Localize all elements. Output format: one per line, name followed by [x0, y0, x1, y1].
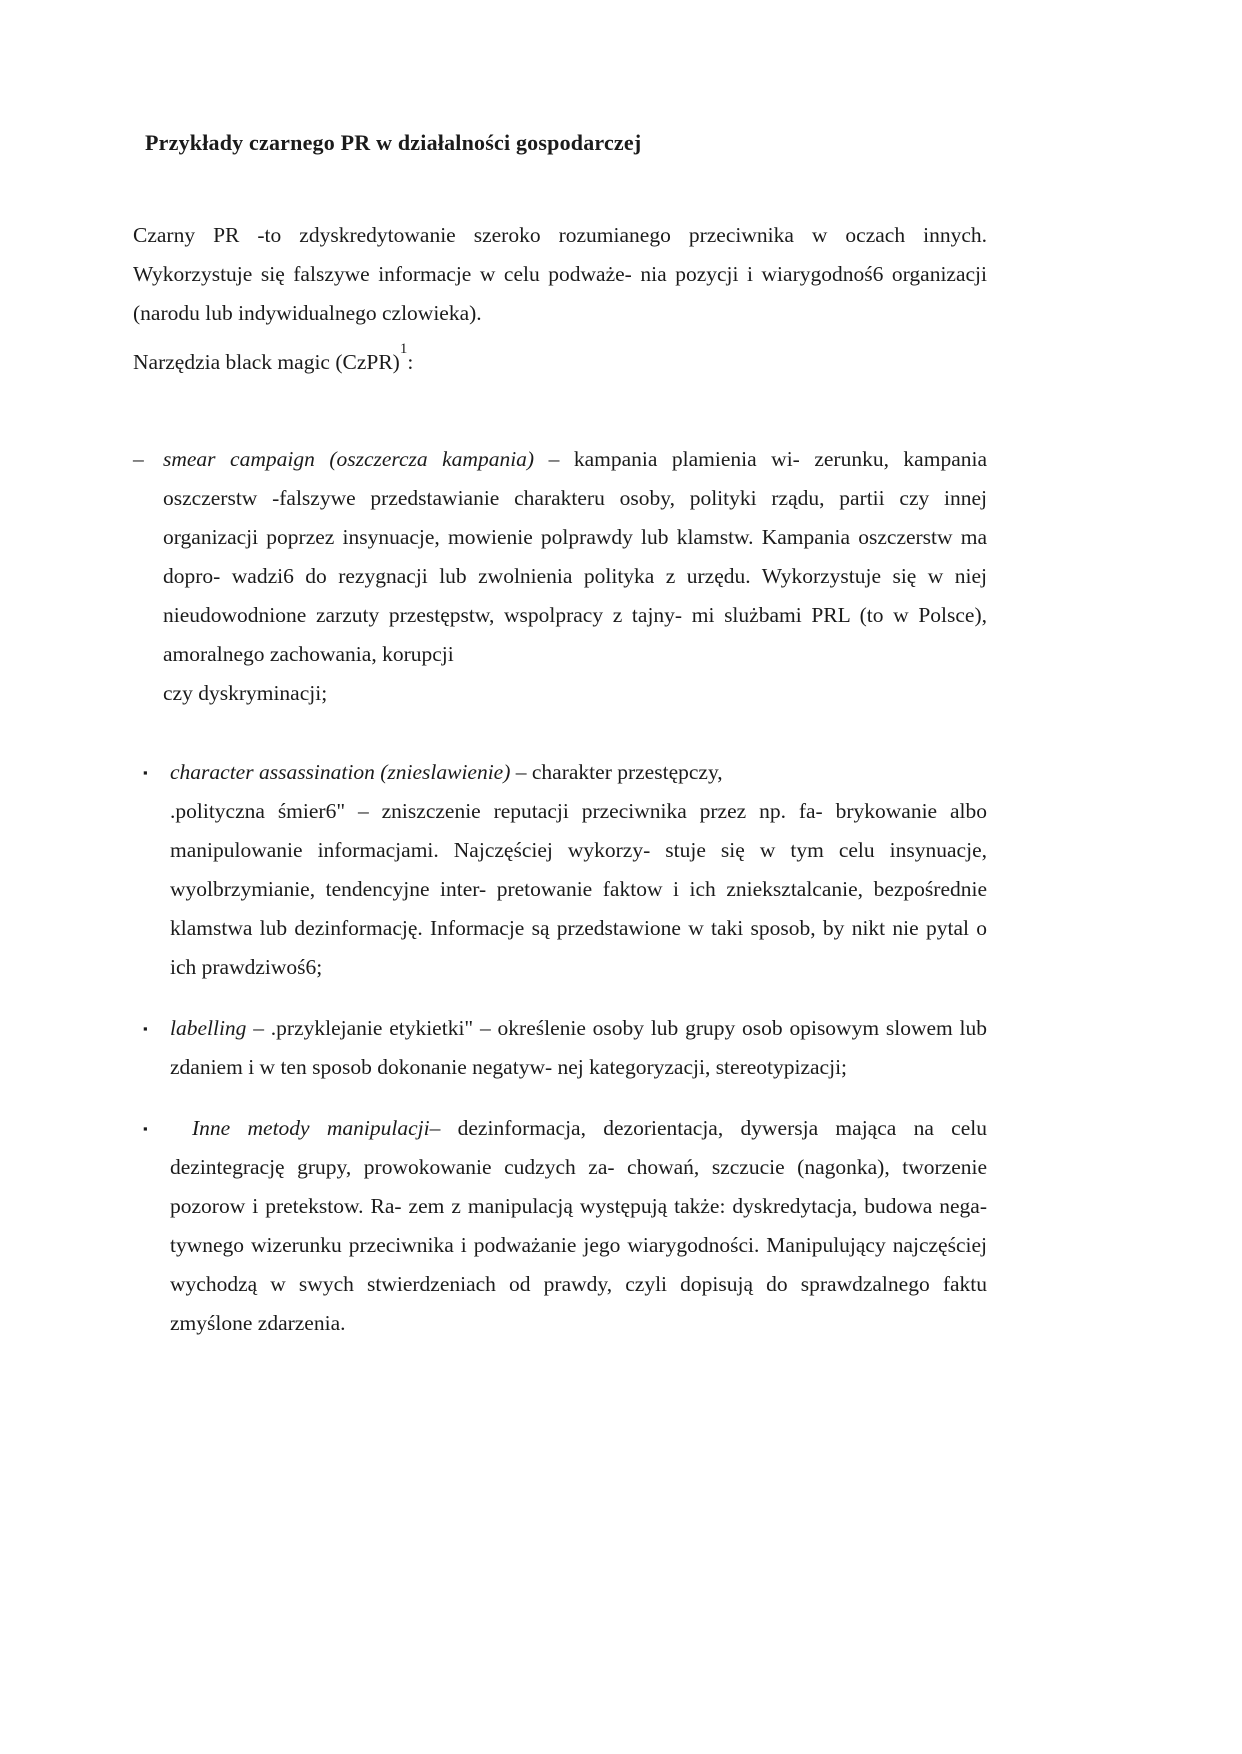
- bullet-inne-metody: [133, 1109, 987, 1343]
- bullet-body-text: – kampania plamienia wi- zerunku, kampania oszczerstw -falszywe przedstawianie charakteru osoby, polityki rządu, partii czy innej organizacji poprzez insynuacje, mowienie polprawdy lub klamstw. Kampania oszczerstw ma dopro- wadzi6 do rezygnacji lub zwolnienia polityka z urzędu. Wykorzystuje się w niej nieudowodnione zarzuty przestępstw, wspolpracy z tajny- mi slużbami PRL (to w Polsce), amoralnego zachowania, korupcji: [163, 447, 988, 666]
- bullet-body-text: – dezinformacja, dezorientacja, dywersja mająca na celu dezintegrację grupy, prowokowanie cudzych za- chowań, szczucie (nagonka), tworzenie pozorow i pretekstow. Ra- zem z manipulacją występują także: dyskredytacja, budowa nega- tywnego wizerunku przeciwnika i podważanie jego wiarygodności. Manipulujący najczęściej wychodzą w swych stwierdzeniach od prawdy, czyli dopisują do sprawdzalnego faktu zmyślone zdarzenia.: [170, 1116, 987, 1335]
- dash-bullet-marker: –: [133, 447, 144, 471]
- footnote-reference: 1: [399, 340, 408, 357]
- tools-line: [133, 340, 987, 382]
- bullet-first-line-text: – charakter przestępczy,: [510, 760, 723, 784]
- square-bullet-marker: ▪: [143, 1121, 148, 1136]
- page-title: Przykłady czarnego PR w działalności gospodarczej: [145, 130, 642, 155]
- tools-line-text: Narzędzia black magic (CzPR): [133, 350, 400, 374]
- intro-paragraph: Czarny PR -to zdyskredytowanie szeroko rozumianego przeciwnika w oczach innych. Wykorzystuje się falszywe informacje w celu podważe- nia pozycji i wiarygodnoś6 organizacji (narodu lub indywidualnego czlowieka).: [133, 223, 987, 325]
- bullet-character-assassination-text: [170, 753, 987, 987]
- bullet-smear-campaign-text: [163, 440, 987, 713]
- bullet-lead-italic: smear campaign (oszczercza kampania): [163, 447, 535, 471]
- bullet-labelling-text: [170, 1009, 987, 1087]
- bullet-lead-italic: labelling: [170, 1016, 247, 1040]
- bullet-body-text: .polityczna śmier6" – zniszczenie reputacji przeciwnika przez np. fa- brykowanie albo manipulowanie informacjami. Najczęściej wykorzy- stuje się w tym celu insynuacje, wyolbrzymianie, tendencyjne inter- pretowanie faktow i ich znieksztalcanie, bezpośrednie klamstwa lub dezinformację. Informacje są przedstawione w taki sposob, by nikt nie pytal o ich prawdziwoś6;: [170, 799, 987, 979]
- bullet-character-assassination: [133, 753, 987, 987]
- bullet-smear-campaign: [133, 440, 987, 713]
- tools-line-colon: :: [407, 350, 414, 374]
- bullet-inne-metody-text: [170, 1109, 987, 1343]
- square-bullet-marker: ▪: [143, 765, 148, 780]
- bullet-body-text: – .przyklejanie etykietki" – określenie osoby lub grupy osob opisowym slowem lub zdaniem i w ten sposob dokonanie negatyw- nej kategoryzacji, stereotypizacji;: [170, 1016, 987, 1079]
- square-bullet-marker: ▪: [143, 1021, 148, 1036]
- bullet-lead-italic: Inne metody manipulacji: [192, 1116, 430, 1140]
- bullet-continuation-line: czy dyskryminacji;: [163, 681, 328, 705]
- bullet-labelling: [133, 1009, 987, 1087]
- bullet-lead-italic: character assassination (znieslawienie): [170, 760, 511, 784]
